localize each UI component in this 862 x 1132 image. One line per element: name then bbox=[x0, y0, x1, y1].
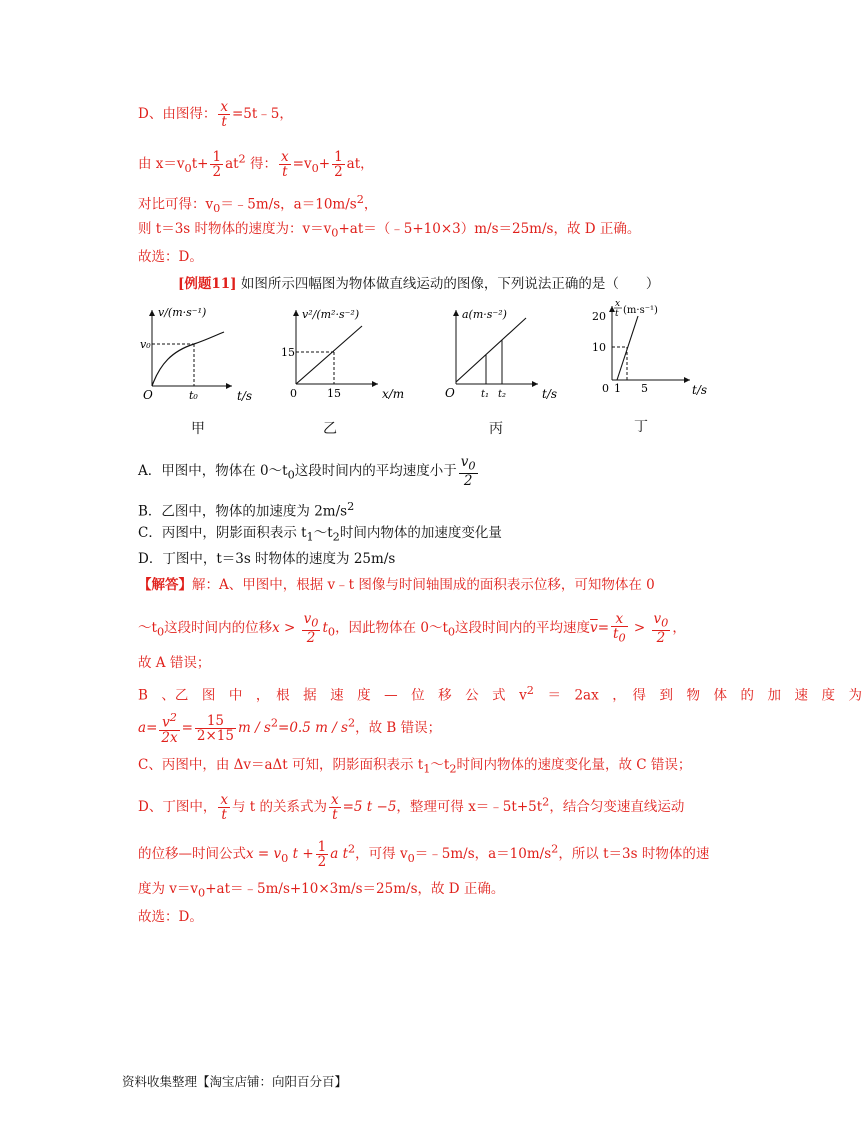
ding-ylabel-num: x bbox=[615, 299, 621, 309]
ding-ytick2: 10 bbox=[592, 341, 606, 354]
prev-line2: 由 $x=v_0t+$ $\frac{1}{2}$ $at^2$ 得： $\frac{x}{t}$ $=v_0+$ $\frac{1}{2}$ at， bbox=[138, 149, 374, 181]
jia-ytick: v₀ bbox=[140, 338, 151, 351]
answer-c1: C、丙图中，由 Δv＝aΔt 可知，阴影面积表示 $t_1\sim t_2$时间内物体的速度变化量，故 C 错误； bbox=[138, 757, 692, 776]
option-a: A．甲图中，物体在 $0\sim t_0$这段时间内的平均速度小于 $\frac{v_0}{2}$ bbox=[138, 454, 476, 489]
figure-ding bbox=[592, 299, 707, 397]
answer-line2: $\sim t_0$这段时间内的位移x > $\frac{v_0}{2}$ $t_0$，因此物体在 $0\sim t_0$这段时间内的平均速度$\overline{v}=$ $\frac{x}{t_0}$ > $\frac{v_0}{2}$ ， bbox=[138, 611, 686, 646]
answer-b1: B 、乙 图 中 ， 根 据 速 度 — 位 移 公 式 $v^2$ ＝ 2ax ， 得 到 物 体 的 加 速 度 为 bbox=[138, 684, 862, 704]
ding-ylabel-den: t bbox=[615, 309, 619, 319]
figure-label-bing: 丙 bbox=[489, 421, 503, 437]
figure-yi bbox=[281, 308, 404, 401]
ding-ytick1: 20 bbox=[592, 310, 606, 323]
option-b: B．乙图中，物体的加速度为 $2m/s^2$ bbox=[138, 500, 355, 520]
figure-jia bbox=[140, 306, 252, 403]
yi-ytick: 15 bbox=[281, 346, 295, 359]
jia-xlabel: t/s bbox=[237, 389, 253, 403]
bing-xtick1: t₁ bbox=[481, 389, 490, 400]
jia-ylabel: v/(m·s⁻¹) bbox=[158, 306, 207, 319]
figure-label-ding: 丁 bbox=[634, 419, 648, 435]
question-text: 如图所示四幅图为物体做直线运动的图像，下列说法正确的是（ ） bbox=[236, 276, 660, 292]
prev-line3: 对比可得：$v_0=﹣5m/s$，$a=10m/s^2$， bbox=[138, 193, 378, 216]
bing-origin: O bbox=[445, 386, 455, 400]
prev-line5: 故选：D。 bbox=[138, 249, 203, 265]
figure-label-jia: 甲 bbox=[191, 421, 205, 437]
answer-tag: 【解答】 bbox=[138, 577, 192, 593]
jia-origin: O bbox=[143, 388, 153, 402]
yi-xlabel: x/m bbox=[382, 387, 405, 401]
answer-final: 故选：D。 bbox=[138, 909, 203, 925]
option-d: D．丁图中，t＝3s 时物体的速度为 25m/s bbox=[138, 551, 396, 567]
figure-bing bbox=[445, 308, 557, 401]
ding-xtick1: 1 bbox=[614, 382, 621, 395]
bing-xtick2: t₂ bbox=[498, 389, 507, 400]
yi-xtick: 15 bbox=[327, 387, 341, 400]
ding-xlabel: t/s bbox=[692, 383, 708, 397]
prev-line4: 则 t＝3s 时物体的速度为：$v=v_0+at=(﹣5+10\times 3)m/s=25m/s$，故 D 正确。 bbox=[138, 221, 641, 240]
yi-ylabel: v²/(m²·s⁻²) bbox=[302, 308, 360, 321]
jia-xtick: t₀ bbox=[189, 389, 198, 402]
question-tag: [例题11] bbox=[178, 276, 237, 292]
figure-label-yi: 乙 bbox=[323, 421, 337, 437]
answer-line1: 【解答】解：A、甲图中，根据 v﹣t 图像与时间轴围成的面积表示位移，可知物体在 0 bbox=[138, 577, 655, 593]
ding-ylabel-unit: (m·s⁻¹) bbox=[623, 305, 658, 316]
yi-origin: 0 bbox=[290, 387, 297, 400]
answer-d1: D、丁图中， $\frac{x}{t}$ 与 t 的关系式为 $\frac{x}{t}$ =5 t −5，整理可得 $x=﹣5t+5t^2$，结合匀变速直线运动 bbox=[138, 792, 685, 824]
bing-ylabel: a(m·s⁻²) bbox=[462, 308, 507, 321]
answer-d3: 度为 $v=v_0+at=﹣5m/s+10\times 3m/s=25m/s$，故 D 正确。 bbox=[138, 881, 505, 900]
question-line bbox=[178, 275, 659, 293]
figures-area bbox=[0, 296, 800, 426]
ding-xtick0: 0 bbox=[602, 382, 609, 395]
option-c: C．丙图中，阴影面积表示 $t_1\sim t_2$时间内物体的加速度变化量 bbox=[138, 525, 502, 544]
bing-xlabel: t/s bbox=[542, 387, 558, 401]
footer: 资料收集整理【淘宝店铺：向阳百分百】 bbox=[122, 1074, 348, 1089]
prev-d-line1: D、由图得： $\frac{x}{t}$ =5t﹣5， bbox=[138, 99, 293, 131]
answer-b2: a= $\frac{v^2}{2x}$ = $\frac{15}{2\times 15}$ $m / s^2=0.5$ m / $s^2$，故 B 错误； bbox=[138, 711, 442, 746]
answer-line3: 故 A 错误； bbox=[138, 655, 211, 671]
answer-d2: 的位移—时间公式$x = v_0$ t + $\frac{1}{2}$ a $t^2$，可得 $v_0=﹣5m/s$，$a=10m/s^2$，所以 t＝3s 时物体的速 bbox=[138, 839, 710, 871]
ding-xtick2: 5 bbox=[641, 382, 648, 395]
